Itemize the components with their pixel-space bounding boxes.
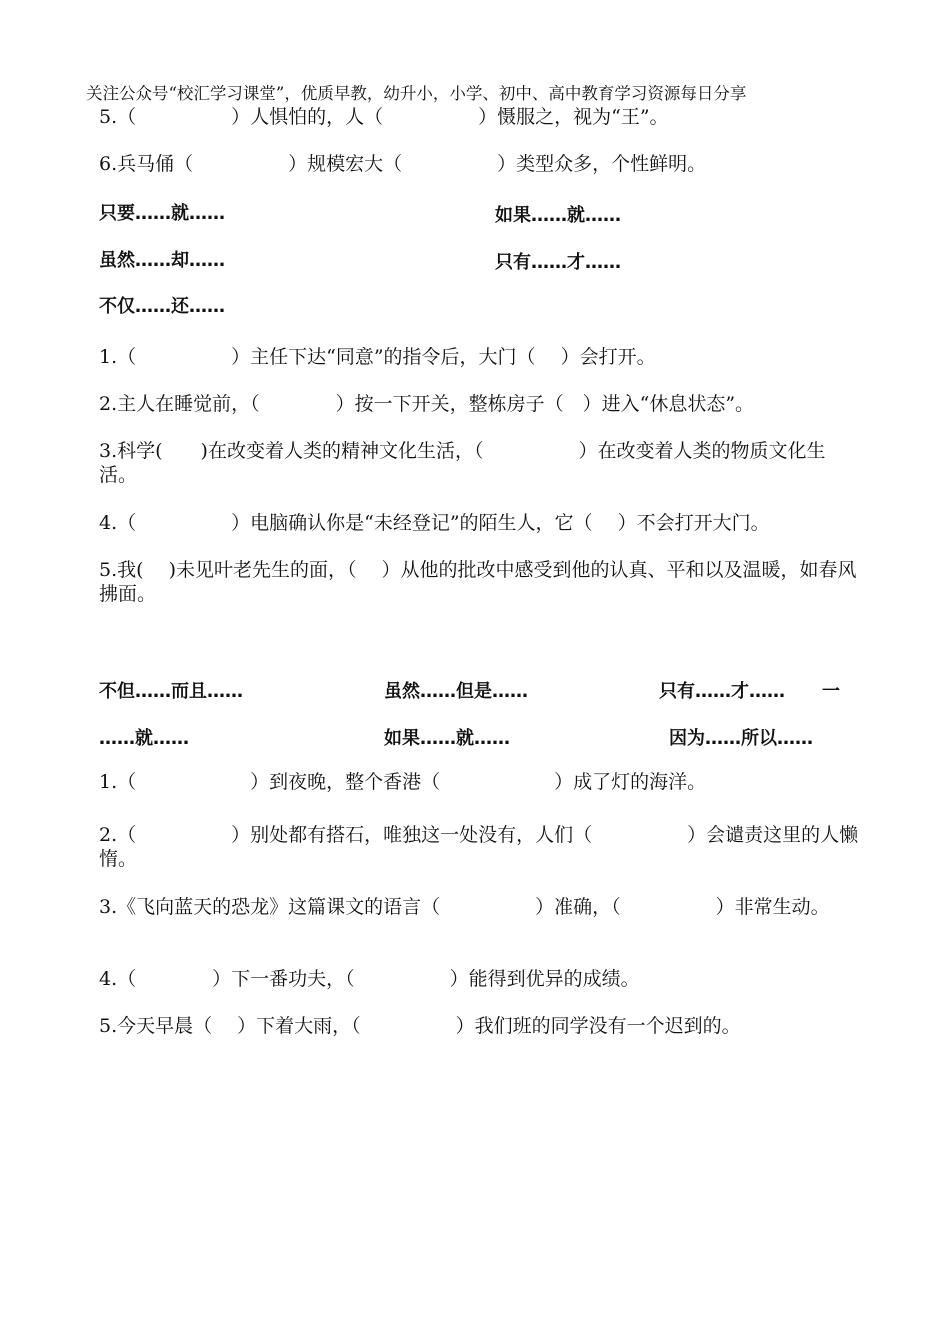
exercise-item: 1.（ ）到夜晚，整个香港（ ）成了灯的海洋。	[99, 771, 707, 793]
conjunction-keyword: 虽然……但是……	[384, 681, 528, 702]
conjunction-keyword: 只有……才……	[495, 252, 621, 273]
conjunction-keyword: 如果……就……	[495, 205, 621, 226]
conjunction-keyword: 如果……就……	[384, 728, 510, 749]
conjunction-keyword: 不但……而且……	[99, 681, 243, 702]
exercise-item: 5.今天早晨（ ）下着大雨，（ ）我们班的同学没有一个迟到的。	[99, 1015, 741, 1037]
exercise-item: 3.科学( )在改变着人类的精神文化生活，（ ）在改变着人类的物质文化生活。	[99, 440, 826, 486]
conjunction-keyword: 只要……就……	[99, 203, 225, 224]
conjunction-keyword: 不仅……还……	[99, 296, 225, 317]
exercise-item: 3.《飞向蓝天的恐龙》这篇课文的语言（ ）准确，（ ）非常生动。	[99, 896, 830, 918]
page-header-banner: 关注公众号“校汇学习课堂”，优质早教，幼升小，小学、初中、高中教育学习资源每日分享	[86, 84, 747, 103]
exercise-item: 2.（ ）别处都有搭石，唯独这一处没有，人们（ ）会谴责这里的人懒惰。	[99, 824, 859, 870]
conjunction-keyword: 虽然……却……	[99, 250, 225, 271]
exercise-item: 1.（ ）主任下达“同意”的指令后，大门（ ）会打开。	[99, 346, 656, 368]
conjunction-keyword: 因为……所以……	[669, 728, 813, 749]
exercise-item: 5.（ ）人惧怕的，人（ ）慑服之，视为“王”。	[99, 106, 669, 128]
exercise-item: 5.我( )未见叶老先生的面，（ ）从他的批改中感受到他的认真、平和以及温暖，如春风拂面。	[99, 559, 857, 605]
conjunction-keyword: ……就……	[99, 728, 189, 749]
exercise-item: 4.（ ）电脑确认你是“未经登记”的陌生人，它（ ）不会打开大门。	[99, 512, 770, 534]
exercise-item: 4.（ ）下一番功夫，（ ）能得到优异的成绩。	[99, 968, 640, 990]
exercise-item: 6.兵马俑（ ）规模宏大（ ）类型众多，个性鲜明。	[99, 153, 707, 175]
exercise-item: 2.主人在睡觉前，（ ）按一下开关，整栋房子（ ）进入“休息状态”。	[99, 393, 755, 415]
conjunction-keyword: 只有……才……	[659, 681, 785, 702]
conjunction-keyword: 一	[822, 681, 840, 702]
